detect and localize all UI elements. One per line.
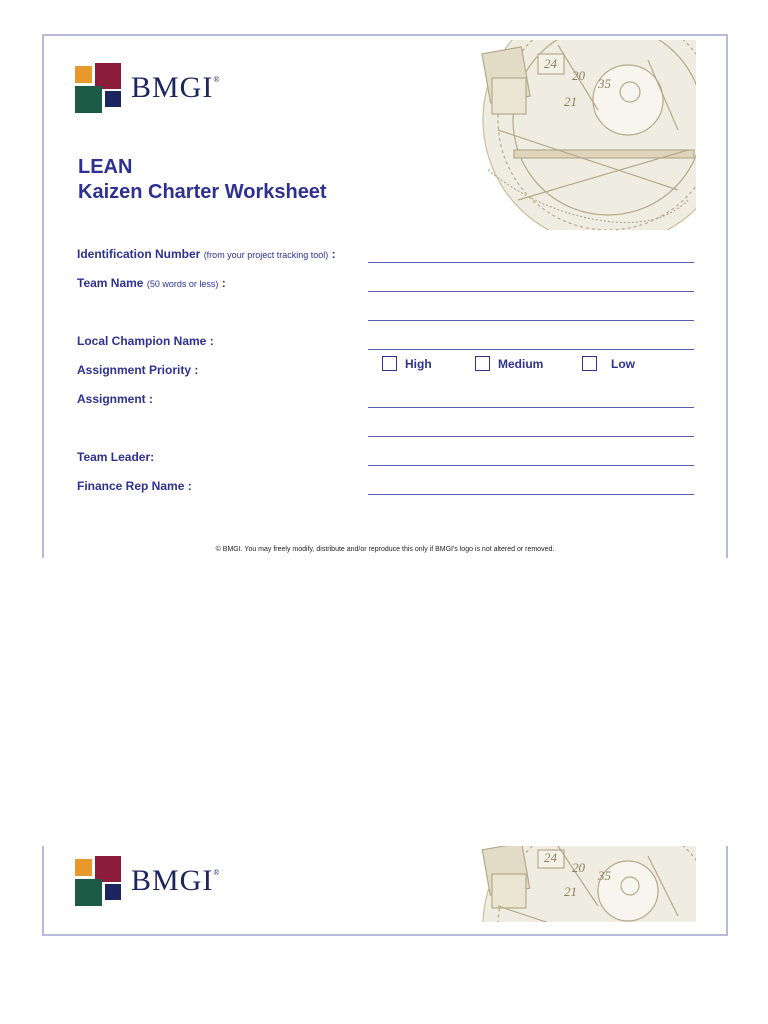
finance-rep-field[interactable]	[368, 494, 694, 495]
identification-number-label: Identification Number (from your project tracking tool) :	[77, 247, 336, 261]
priority-low-label: Low	[611, 356, 635, 371]
svg-text:35: 35	[598, 868, 611, 883]
svg-text:20: 20	[572, 68, 585, 83]
assignment-field-line1[interactable]	[368, 407, 694, 408]
assignment-field-line2[interactable]	[368, 436, 694, 437]
priority-medium-checkbox[interactable]	[475, 356, 490, 371]
priority-high-label: High	[405, 356, 432, 371]
team-leader-field[interactable]	[368, 465, 694, 466]
worksheet-page-2	[42, 846, 728, 936]
clock-gear-decoration-page2	[478, 846, 696, 922]
logo-text-page2: BMGI	[131, 864, 214, 897]
priority-high-option[interactable]	[382, 356, 432, 371]
local-champion-field[interactable]	[368, 349, 694, 350]
logo-squares-icon	[75, 63, 123, 113]
priority-high-checkbox[interactable]	[382, 356, 397, 371]
title-lean: LEAN	[78, 156, 133, 178]
local-champion-label: Local Champion Name :	[77, 334, 214, 348]
logo-text: BMGI	[131, 71, 214, 104]
team-name-field-line1[interactable]	[368, 291, 694, 292]
identification-note: (from your project tracking tool)	[203, 250, 329, 260]
svg-text:24: 24	[544, 56, 557, 71]
clock-gear-decoration	[478, 40, 696, 230]
finance-rep-label: Finance Rep Name :	[77, 479, 192, 493]
svg-text:21: 21	[564, 94, 577, 109]
team-name-field-line2[interactable]	[368, 320, 694, 321]
priority-medium-option[interactable]	[475, 356, 543, 371]
assignment-label: Assignment :	[77, 392, 154, 406]
assignment-priority-label: Assignment Priority :	[77, 363, 199, 377]
logo-trademark: ®	[213, 75, 221, 84]
svg-text:20: 20	[572, 860, 585, 875]
team-leader-label: Team Leader:	[77, 450, 155, 464]
team-name-label: Team Name (50 words or less) :	[77, 276, 226, 290]
logo-squares-icon	[75, 856, 123, 906]
title-kaizen-charter: Kaizen Charter Worksheet	[78, 181, 327, 203]
worksheet-page	[42, 34, 728, 558]
bmgi-logo-page2	[75, 856, 220, 906]
priority-low-option[interactable]	[582, 356, 635, 371]
priority-low-checkbox[interactable]	[582, 356, 597, 371]
bmgi-logo	[75, 63, 220, 113]
svg-text:24: 24	[544, 850, 557, 865]
logo-trademark-page2: ®	[213, 868, 221, 877]
priority-medium-label: Medium	[498, 356, 544, 371]
copyright-footer: © BMGI. You may freely modify, distribute and/or reproduce this only if BMGI's logo is not altered or removed.	[215, 546, 555, 553]
team-name-note: (50 words or less)	[146, 279, 219, 289]
identification-number-field[interactable]	[368, 262, 694, 263]
svg-text:21: 21	[564, 884, 577, 899]
svg-text:35: 35	[598, 76, 611, 91]
